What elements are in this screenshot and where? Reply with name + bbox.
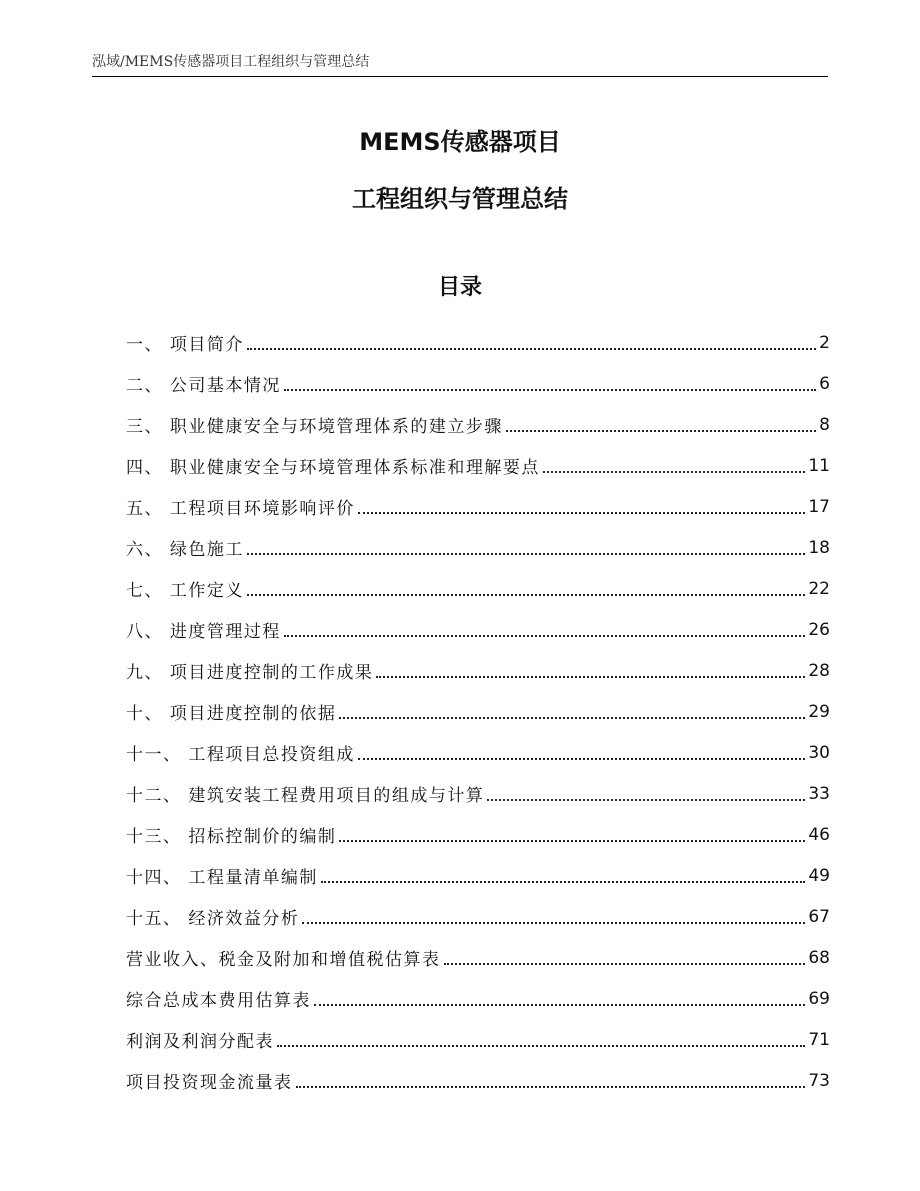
- toc-entry-page: 22: [808, 578, 830, 599]
- toc-leader-dots: [284, 635, 805, 637]
- toc-leader-dots: [444, 963, 806, 965]
- toc-entry-page: 28: [808, 660, 830, 681]
- toc-entry[interactable]: [126, 486, 830, 527]
- toc-entry[interactable]: [126, 445, 830, 486]
- toc-entry-label: 项目投资现金流量表: [126, 1073, 293, 1093]
- toc-entry-page: 71: [808, 1029, 830, 1050]
- page-header: 泓域/MEMS传感器项目工程组织与管理总结: [92, 54, 370, 70]
- toc-entry[interactable]: [126, 527, 830, 568]
- toc-entry-page: 8: [819, 414, 830, 435]
- toc-entry-page: 73: [808, 1070, 830, 1091]
- toc-heading: 目录: [437, 275, 482, 300]
- toc-entry-label: 综合总成本费用估算表: [126, 991, 311, 1011]
- toc-entry[interactable]: [126, 691, 830, 732]
- toc-entry-label: 十五、 经济效益分析: [126, 909, 300, 929]
- toc-entry-label: 九、 项目进度控制的工作成果: [126, 663, 374, 683]
- toc-leader-dots: [314, 1004, 805, 1006]
- toc-leader-dots: [358, 512, 805, 514]
- toc-entry-page: 11: [808, 455, 830, 476]
- toc-leader-dots: [358, 758, 805, 760]
- toc-entry-page: 2: [819, 332, 830, 353]
- toc-entry-label: 十一、 工程项目总投资组成: [126, 745, 355, 765]
- document-title-line1: MEMS传感器项目: [359, 128, 561, 156]
- toc-leader-dots: [247, 348, 816, 350]
- toc-entry-label: 十、 项目进度控制的依据: [126, 704, 337, 724]
- toc-entry[interactable]: [126, 732, 830, 773]
- toc-leader-dots: [376, 676, 805, 678]
- toc-entry-page: 46: [808, 824, 830, 845]
- toc-entry-page: 67: [808, 906, 830, 927]
- toc-entry[interactable]: [126, 1060, 830, 1101]
- toc-entry-label: 六、 绿色施工: [126, 540, 244, 560]
- toc-leader-dots: [506, 430, 816, 432]
- toc-entry-label: 营业收入、税金及附加和增值税估算表: [126, 950, 441, 970]
- toc-entry-page: 33: [808, 783, 830, 804]
- toc-entry-page: 30: [808, 742, 830, 763]
- toc-leader-dots: [247, 594, 805, 596]
- header-divider: [92, 76, 828, 77]
- toc-entry-label: 十三、 招标控制价的编制: [126, 827, 337, 847]
- document-title-line2: 工程组织与管理总结: [352, 185, 568, 213]
- toc-entry-label: 七、 工作定义: [126, 581, 244, 601]
- toc-entry-label: 十四、 工程量清单编制: [126, 868, 318, 888]
- toc-entry[interactable]: [126, 937, 830, 978]
- toc-entry-label: 二、 公司基本情况: [126, 376, 281, 396]
- toc-entry-label: 利润及利润分配表: [126, 1032, 274, 1052]
- toc-entry[interactable]: [126, 978, 830, 1019]
- toc-entry[interactable]: [126, 773, 830, 814]
- toc-entry[interactable]: [126, 609, 830, 650]
- toc-entry[interactable]: [126, 814, 830, 855]
- toc-leader-dots: [284, 389, 816, 391]
- toc-leader-dots: [277, 1045, 805, 1047]
- toc-entry-label: 三、 职业健康安全与环境管理体系的建立步骤: [126, 417, 503, 437]
- toc-entry[interactable]: [126, 404, 830, 445]
- toc-entry[interactable]: [126, 1019, 830, 1060]
- toc-entry-label: 一、 项目简介: [126, 335, 244, 355]
- toc-leader-dots: [247, 553, 805, 555]
- toc-entry-page: 26: [808, 619, 830, 640]
- toc-entry[interactable]: [126, 322, 830, 363]
- toc-entry-page: 17: [808, 496, 830, 517]
- toc-entry-label: 八、 进度管理过程: [126, 622, 281, 642]
- toc-entry-page: 69: [808, 988, 830, 1009]
- toc-entry[interactable]: [126, 568, 830, 609]
- toc-entry-label: 五、 工程项目环境影响评价: [126, 499, 355, 519]
- toc-leader-dots: [339, 717, 805, 719]
- toc-leader-dots: [302, 922, 805, 924]
- toc-entry[interactable]: [126, 896, 830, 937]
- toc-leader-dots: [296, 1086, 806, 1088]
- toc-entry-page: 49: [808, 865, 830, 886]
- toc-leader-dots: [487, 799, 805, 801]
- toc-entry-page: 68: [808, 947, 830, 968]
- toc-entry-page: 18: [808, 537, 830, 558]
- toc-entry-page: 29: [808, 701, 830, 722]
- toc-leader-dots: [339, 840, 805, 842]
- toc-entry[interactable]: [126, 650, 830, 691]
- toc-leader-dots: [321, 881, 805, 883]
- toc-entry-label: 四、 职业健康安全与环境管理体系标准和理解要点: [126, 458, 540, 478]
- toc-leader-dots: [543, 471, 805, 473]
- toc-entry[interactable]: [126, 363, 830, 404]
- toc-entry[interactable]: [126, 855, 830, 896]
- toc-entry-page: 6: [819, 373, 830, 394]
- table-of-contents: [126, 322, 830, 1101]
- toc-entry-label: 十二、 建筑安装工程费用项目的组成与计算: [126, 786, 485, 806]
